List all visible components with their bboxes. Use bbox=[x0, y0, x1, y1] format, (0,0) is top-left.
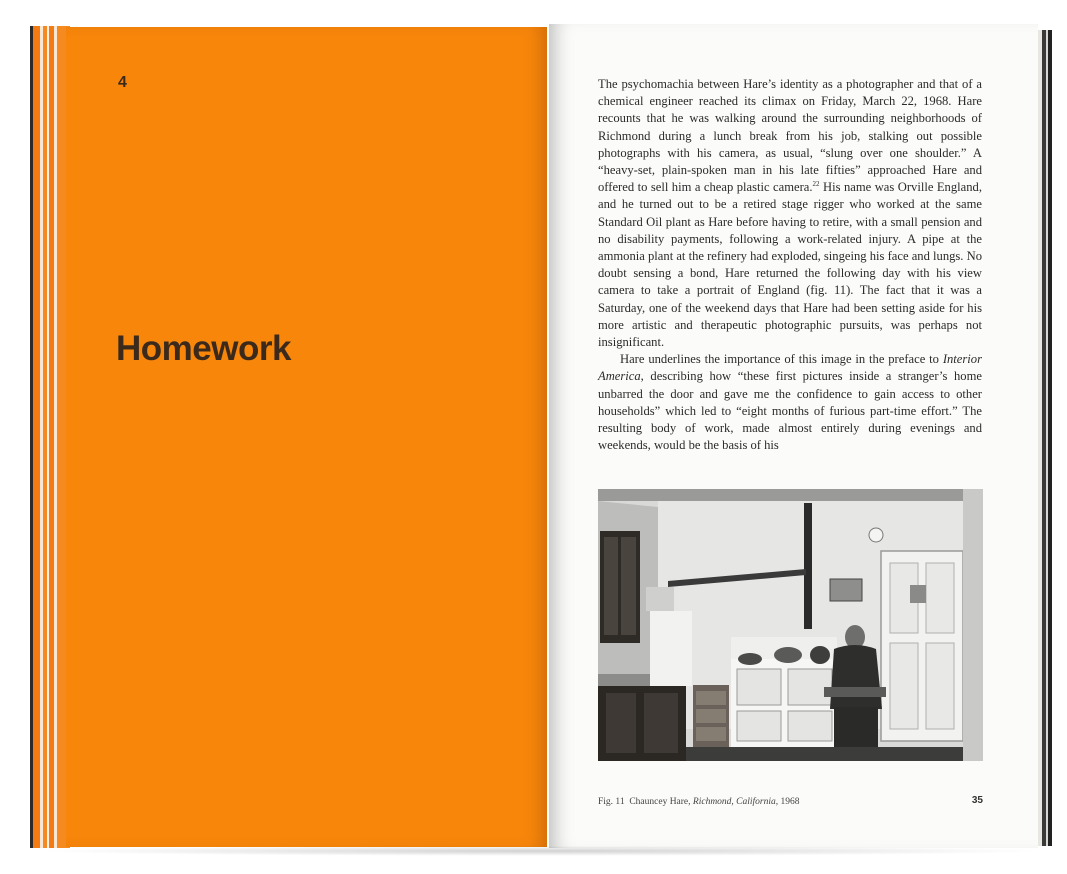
book-title-italic: Interior America bbox=[598, 352, 982, 384]
left-page-edges bbox=[30, 26, 70, 848]
chapter-title: Homework bbox=[116, 329, 291, 368]
book-shadow bbox=[36, 846, 1048, 856]
paragraph-1 bbox=[598, 76, 982, 351]
paragraph-1-text-b: His name was Orville England, and he turned out to be a retired stage rigger who worked at the same Standard Oil plant as Hare before having to retire, with a small pension and no disability payments, following a work-related injury. A pipe at the ammonia plant at the refinery had exploded, singeing his face and lungs. No doubt sensing a bond, Hare returned the following day with his view camera to take a portrait of England (fig. 11). The fact that it was a Saturday, one of the weekend days that Hare had been setting aside for his more artistic and therapeutic photographic pursuits, was perhaps not insignificant. bbox=[598, 180, 982, 350]
photograph-image bbox=[598, 489, 983, 761]
right-page bbox=[549, 24, 1038, 848]
paragraph-2-text-a: Hare underlines the importance of this image in the preface to bbox=[620, 352, 943, 367]
paragraph-2-text-b: , describing how “these first pictures inside a stranger’s home unbarred the door and gave me the confidence to gain access to other households” which led to “eight months of furious part-time effort.” The resulting body of work, made almost entirely during evenings and weekends, would be the basis of his bbox=[598, 369, 982, 453]
left-page bbox=[66, 27, 547, 847]
kitchen-portrait-photograph bbox=[598, 489, 983, 761]
paragraph-1-text-a: The psychomachia between Hare’s identity as a photographer and that of a chemical engineer reached its climax on Friday, March 22, 1968. Hare recounts that he was walking around the surrounding neighborhoods of Richmond during a lunch break from his job, stalking out possible photographs with his camera, as usual, “slung over one shoulder.” A “heavy-set, plain-spoken man in his late fifties” approached Hare and offered to sell him a cheap plastic camera. bbox=[598, 77, 982, 195]
footnote-marker: 22 bbox=[812, 180, 820, 189]
caption-author: Chauncey Hare, bbox=[629, 797, 693, 807]
body-text bbox=[598, 76, 982, 454]
chapter-number: 4 bbox=[118, 74, 127, 91]
caption-title: Richmond, California bbox=[692, 797, 776, 807]
figure-caption bbox=[598, 797, 800, 807]
open-book bbox=[30, 24, 1052, 850]
paragraph-2 bbox=[598, 351, 982, 454]
right-page-edges bbox=[1038, 30, 1052, 846]
caption-label: Fig. 11 bbox=[598, 797, 625, 807]
caption-year: , 1968 bbox=[775, 797, 800, 807]
page-number: 35 bbox=[971, 795, 983, 806]
